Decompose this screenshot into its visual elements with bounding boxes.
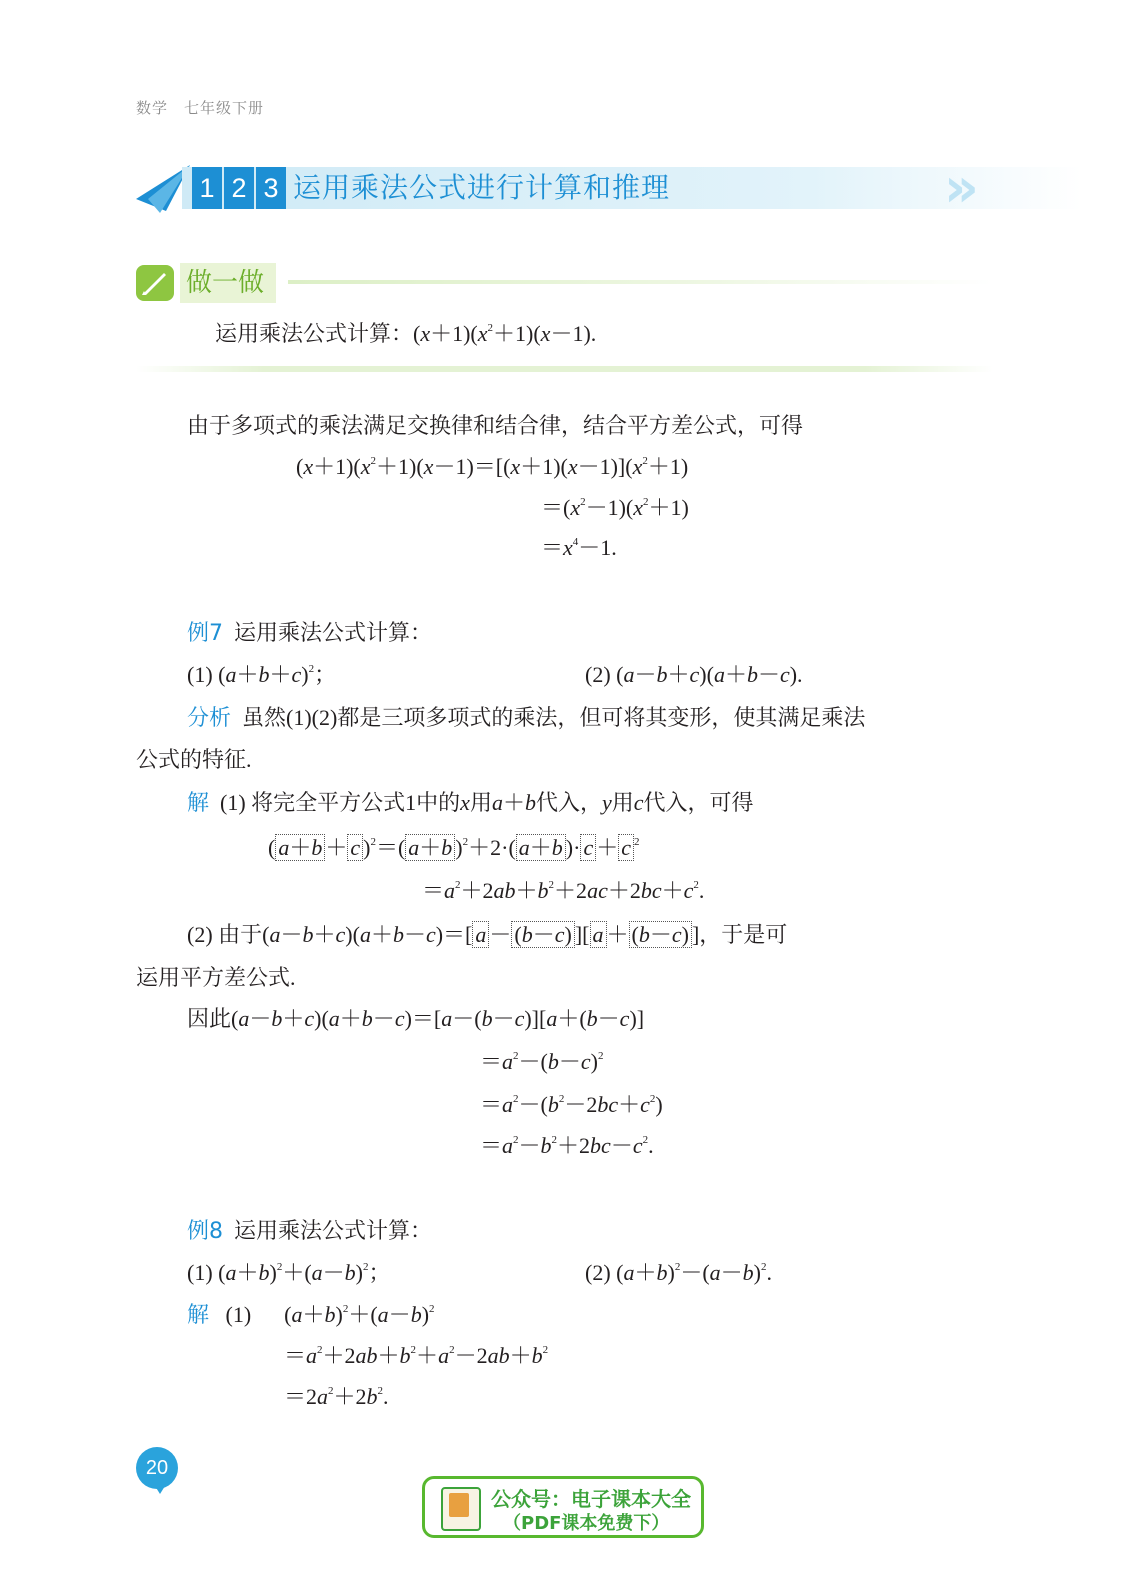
solution8-eq-3: $=2a^2+2b^2$. <box>284 1384 389 1409</box>
explanation-step-3: $=x^4-1$. <box>541 535 617 560</box>
watermark-line-2: （PDF课本免费下） <box>503 1513 670 1534</box>
example8-heading <box>187 1216 432 1247</box>
example7-heading <box>187 618 432 649</box>
section-number-2: 2 <box>224 167 254 209</box>
explanation-step-2: $=(x^2-1)(x^2+1)$ <box>541 495 689 520</box>
solution8-line-1: 解 (1) $(a+b)^2+(a-b)^2$ <box>187 1302 435 1328</box>
watermark-badge <box>422 1476 704 1538</box>
example8-prompt: 运用乘法公式计算： <box>234 1218 433 1243</box>
ruler-pencil-icon <box>136 265 174 301</box>
section-banner <box>136 156 996 219</box>
solution7-part2-eq-4: $=a^2-b^2+2bc-c^2$. <box>480 1133 654 1158</box>
activity-divider <box>288 280 993 284</box>
solution7-part2-eq-2: $=a^2-(b-c)^2$ <box>480 1049 604 1074</box>
solution7-label: 解 <box>187 791 210 816</box>
section-number-3: 3 <box>256 167 286 209</box>
activity-label: 做一做 <box>180 263 276 303</box>
chevron-right-icon: » <box>944 156 979 219</box>
example7-label: 例7 <box>187 621 223 646</box>
solution7-eq-2: $=a^2+2ab+b^2+2ac+2bc+c^2$. <box>422 878 705 903</box>
analysis-line-1 <box>187 703 865 734</box>
example7-part-2: (2) (a－b＋c)(a＋b－c). <box>585 662 803 687</box>
analysis-label: 分析 <box>187 706 232 731</box>
explanation-step-1: $(x+1)(x^2+1)(x-1)=[(x+1)(x-1)](x^2+1)$ <box>296 454 689 479</box>
example8-label: 例8 <box>187 1219 223 1244</box>
solution8-label: 解 <box>187 1303 210 1328</box>
book-cover-icon <box>449 1493 469 1517</box>
explanation-intro: 由于多项式的乘法满足交换律和结合律，结合平方差公式，可得 <box>187 413 804 438</box>
activity-separator <box>136 366 993 372</box>
solution7-part2-eq-1: 因此(a－b＋c)(a＋b－c)＝[a－(b－c)][a＋(b－c)] <box>187 1006 645 1031</box>
solution8-eq-2: $=a^2+2ab+b^2+a^2-2ab+b^2$ <box>284 1343 549 1368</box>
activity-heading <box>136 263 286 303</box>
solution7-line-1: 解 (1) 将完全平方公式1中的x用a＋b代入，y用c代入，可得 <box>187 790 754 816</box>
page-number: 20 <box>136 1447 178 1489</box>
analysis-text: 虽然(1)(2)都是三项多项式的乘法，但可将其变形，使其满足乘法 <box>242 705 866 730</box>
watermark-line-1: 公众号：电子课本大全 <box>491 1487 691 1511</box>
section-number-1: 1 <box>192 167 222 209</box>
solution7-part2-line: (2) 由于(a－b＋c)(a＋b－c)＝[ a － (b－c) ][ a ＋ (b－c) ]，于是可 <box>187 922 788 947</box>
running-header: 数学 七年级下册 <box>136 100 265 117</box>
example7-part-1: (1) $(a+b+c)^2$； <box>187 662 337 687</box>
solution7-eq-1: ( a＋b ＋ c )$^2$＝( a＋b )$^2$＋2·( a＋b )· c ＋ c $^2$ <box>268 835 640 860</box>
example8-part-2: (2) $(a+b)^2-(a-b)^2$. <box>585 1260 772 1285</box>
solution7-part2-eq-3: $=a^2-(b^2-2bc+c^2)$ <box>480 1092 663 1117</box>
example8-part-1: (1) $(a+b)^2+(a-b)^2$； <box>187 1260 391 1285</box>
analysis-line-2: 公式的特征. <box>136 747 252 772</box>
section-title: 运用乘法公式进行计算和推理 <box>293 171 671 204</box>
solution7-part2-cont: 运用平方差公式. <box>136 965 296 990</box>
example7-prompt: 运用乘法公式计算： <box>234 620 433 645</box>
activity-prompt: 运用乘法公式计算：$(x+1)(x^2+1)(x-1)$. <box>215 321 597 346</box>
